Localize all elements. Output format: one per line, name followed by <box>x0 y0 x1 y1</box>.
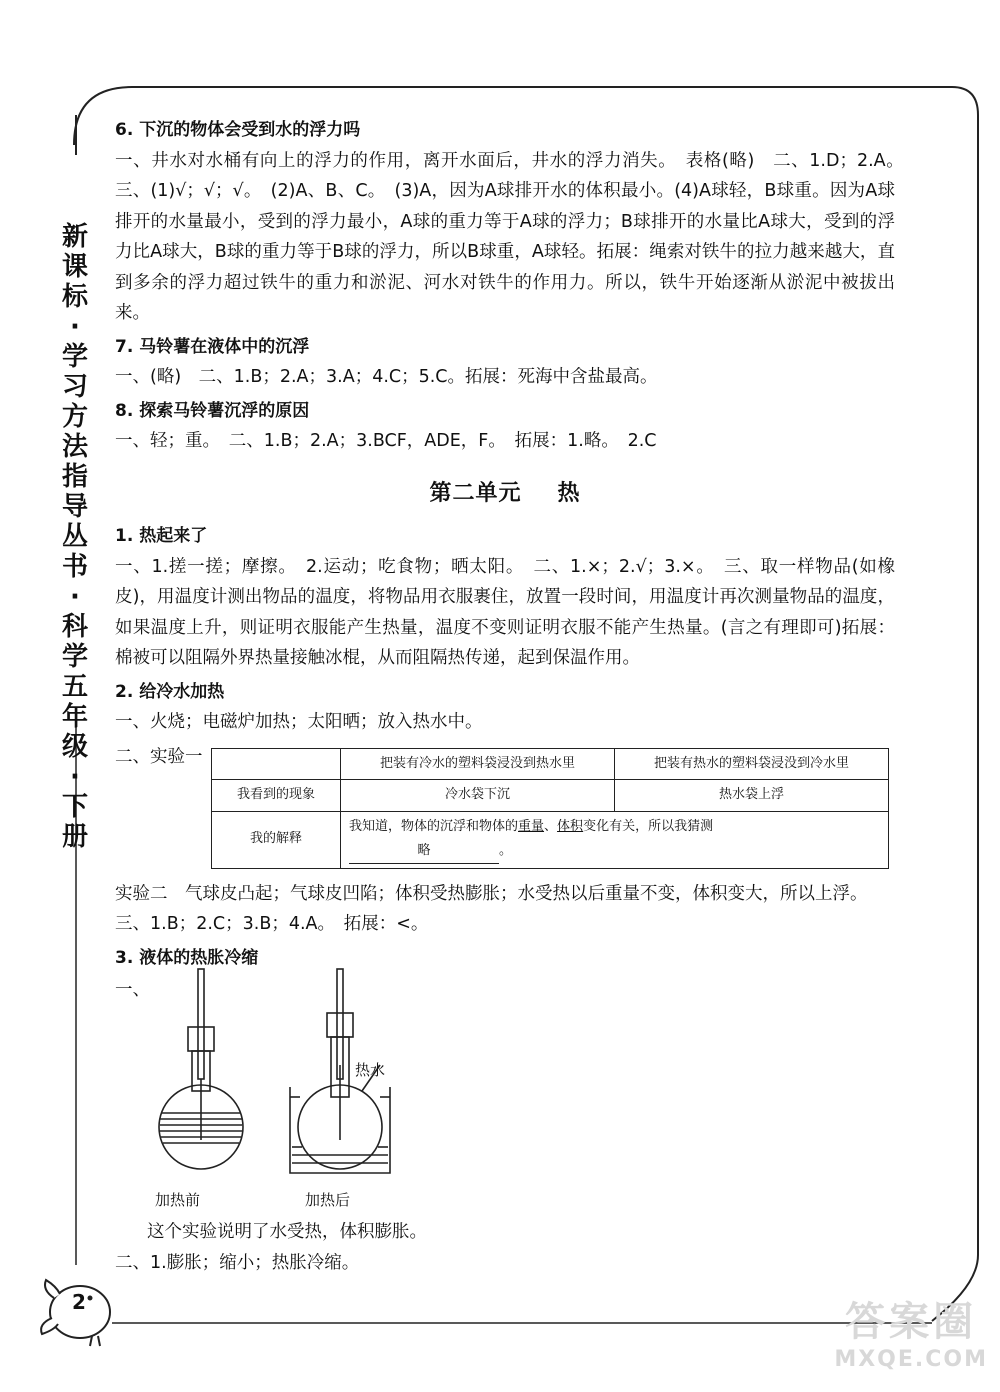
section-7-body: 一、(略) 二、1.B；2.A；3.A；4.C；5.C。拓展：死海中含盐最高。 <box>115 367 658 387</box>
spine-char: 法 <box>61 432 88 462</box>
table-row <box>212 780 889 812</box>
caption-after-heating: 加热后 <box>305 1191 351 1209</box>
spine-char: 新 <box>61 222 88 252</box>
spine-char: 书 <box>61 552 88 582</box>
table-row-label: 我看到的现象 <box>212 780 341 812</box>
lesson-2-line3: 三、1.B；2.C；3.B；4.A。 拓展：<。 <box>115 914 429 934</box>
answer-content <box>115 112 913 1278</box>
spine-char: 级 <box>61 732 88 762</box>
table-row <box>212 811 889 868</box>
explain-end: 。 <box>499 843 513 858</box>
watermark-line2: MXQE.COM <box>834 1347 988 1372</box>
experiment-2: 实验二 气球皮凸起；气球皮凹陷；体积受热膨胀；水受热以后重量不变，体积变大，所以上浮。 <box>115 883 868 904</box>
table-header-cell: 把装有冷水的塑料袋浸没到热水里 <box>341 748 615 780</box>
spine-char: 下 <box>61 792 88 822</box>
table-cell: 冷水袋下沉 <box>341 780 615 812</box>
caption-before-heating: 加热前 <box>155 1191 201 1209</box>
watermark-line1: 答案圈 <box>845 1299 978 1345</box>
spine-char: 五 <box>61 672 88 702</box>
spine-char: · <box>70 762 80 792</box>
spine-char: 导 <box>61 492 88 522</box>
spine-char: 指 <box>61 462 88 492</box>
watermark <box>834 1290 988 1372</box>
unit-heading <box>115 479 895 510</box>
spine-char: 方 <box>61 402 88 432</box>
spine-char: 课 <box>61 252 88 282</box>
section-8-title: 8. 探索马铃薯沉浮的原因 <box>115 400 310 421</box>
explain-prefix: 我知道，物体的沉浮和物体的 <box>349 819 519 834</box>
lesson-1-title: 1. 热起来了 <box>115 526 208 546</box>
lesson-2-line1: 一、火烧；电磁炉加热；太阳晒；放入热水中。 <box>115 712 483 732</box>
series-spine-title <box>58 222 92 852</box>
table-row <box>212 748 889 780</box>
lesson-3-part2: 二、1.膨胀；缩小；热胀冷缩。 <box>115 1252 360 1273</box>
explain-blank-weight: 重量 <box>518 819 545 834</box>
spine-char: 科 <box>61 612 88 642</box>
section-8-body: 一、轻；重。 二、1.B；2.A；3.BCF，ADE，F。 拓展：1.略。 2.C <box>115 431 657 451</box>
lesson-2-title: 2. 给冷水加热 <box>115 681 225 702</box>
experiment-table <box>211 748 889 869</box>
table-row-label: 我的解释 <box>212 811 341 868</box>
spine-char: 学 <box>61 642 88 672</box>
section-6-body: 一、井水对水桶有向上的浮力的作用，离开水面后，井水的浮力消失。 表格(略) 二、1.D；2.A。 三、(1)√；√；√。 (2)A、B、C。 (3)A，因为A球排开水的体积最小。(4)A球轻，B球重。因为A球排开的水量最小，受到的浮力最小，A球的重力等于A球的浮力；B球排开的水量比A球大，受到的浮力比A球大，B球的重力等于B球的浮力，所以B球重，A球轻。拓展：绳索对铁牛的拉力越来越大，直到多余的浮力超过铁牛的重力和淤泥、河水对铁牛的作用力。所以，铁牛开始逐渐从淤泥中被拔出来。 <box>115 150 913 323</box>
unit-subtitle: 热 <box>557 480 581 506</box>
section-6-title: 6. 下沉的物体会受到水的浮力吗 <box>115 120 361 140</box>
spine-char: 册 <box>61 822 88 852</box>
label-hot-water: 热水 <box>355 1061 386 1079</box>
unit-title: 第二单元 <box>429 480 522 506</box>
table-cell-empty <box>212 748 341 780</box>
table-explain-cell <box>341 811 889 868</box>
explain-middle: 变化有关，所以我猜测 <box>583 819 714 834</box>
explain-blank-guess: 略 <box>349 839 499 864</box>
flask-before <box>159 969 243 1169</box>
page-number: 2 <box>72 1290 86 1314</box>
flask-diagram <box>140 965 440 1190</box>
table-header-cell: 把装有热水的塑料袋浸没到冷水里 <box>615 748 889 780</box>
part-1-label: 一、 <box>115 980 150 1000</box>
lesson-3-conclusion: 这个实验说明了水受热，体积膨胀。 <box>147 1222 427 1242</box>
lesson-1-body: 一、1.搓一搓；摩擦。 2.运动；吃食物；晒太阳。 二、1.×；2.√；3.×。 三、取一样物品(如橡皮)，用温度计测出物品的温度，将物品用衣服裹住，放置一段时间，用温度计再次测量物品的温度，如果温度上升，则证明衣服能产生热量，温度不变则证明衣服不能产生热量。(言之有理即可)拓展：棉被可以阻隔外界热量接触冰棍，从而阻隔热传递，起到保温作用。 <box>115 556 895 668</box>
spine-char: 丛 <box>61 522 88 552</box>
spine-char: 年 <box>61 702 88 732</box>
spine-char: · <box>70 312 80 342</box>
section-7-title: 7. 马铃薯在液体中的沉浮 <box>115 336 310 357</box>
table-cell: 热水袋上浮 <box>615 780 889 812</box>
spine-char: 习 <box>61 372 88 402</box>
experiment-1-row <box>115 742 895 869</box>
experiment-1-label: 二、实验一 <box>115 746 203 767</box>
spine-char: 学 <box>61 342 88 372</box>
spine-char: 标 <box>61 282 88 312</box>
spine-char: · <box>70 582 80 612</box>
flask-figure <box>115 975 895 1209</box>
explain-blank-volume: 体积 <box>557 819 584 834</box>
explain-separator: 、 <box>544 819 558 834</box>
lesson-3-title: 3. 液体的热胀冷缩 <box>115 947 259 968</box>
